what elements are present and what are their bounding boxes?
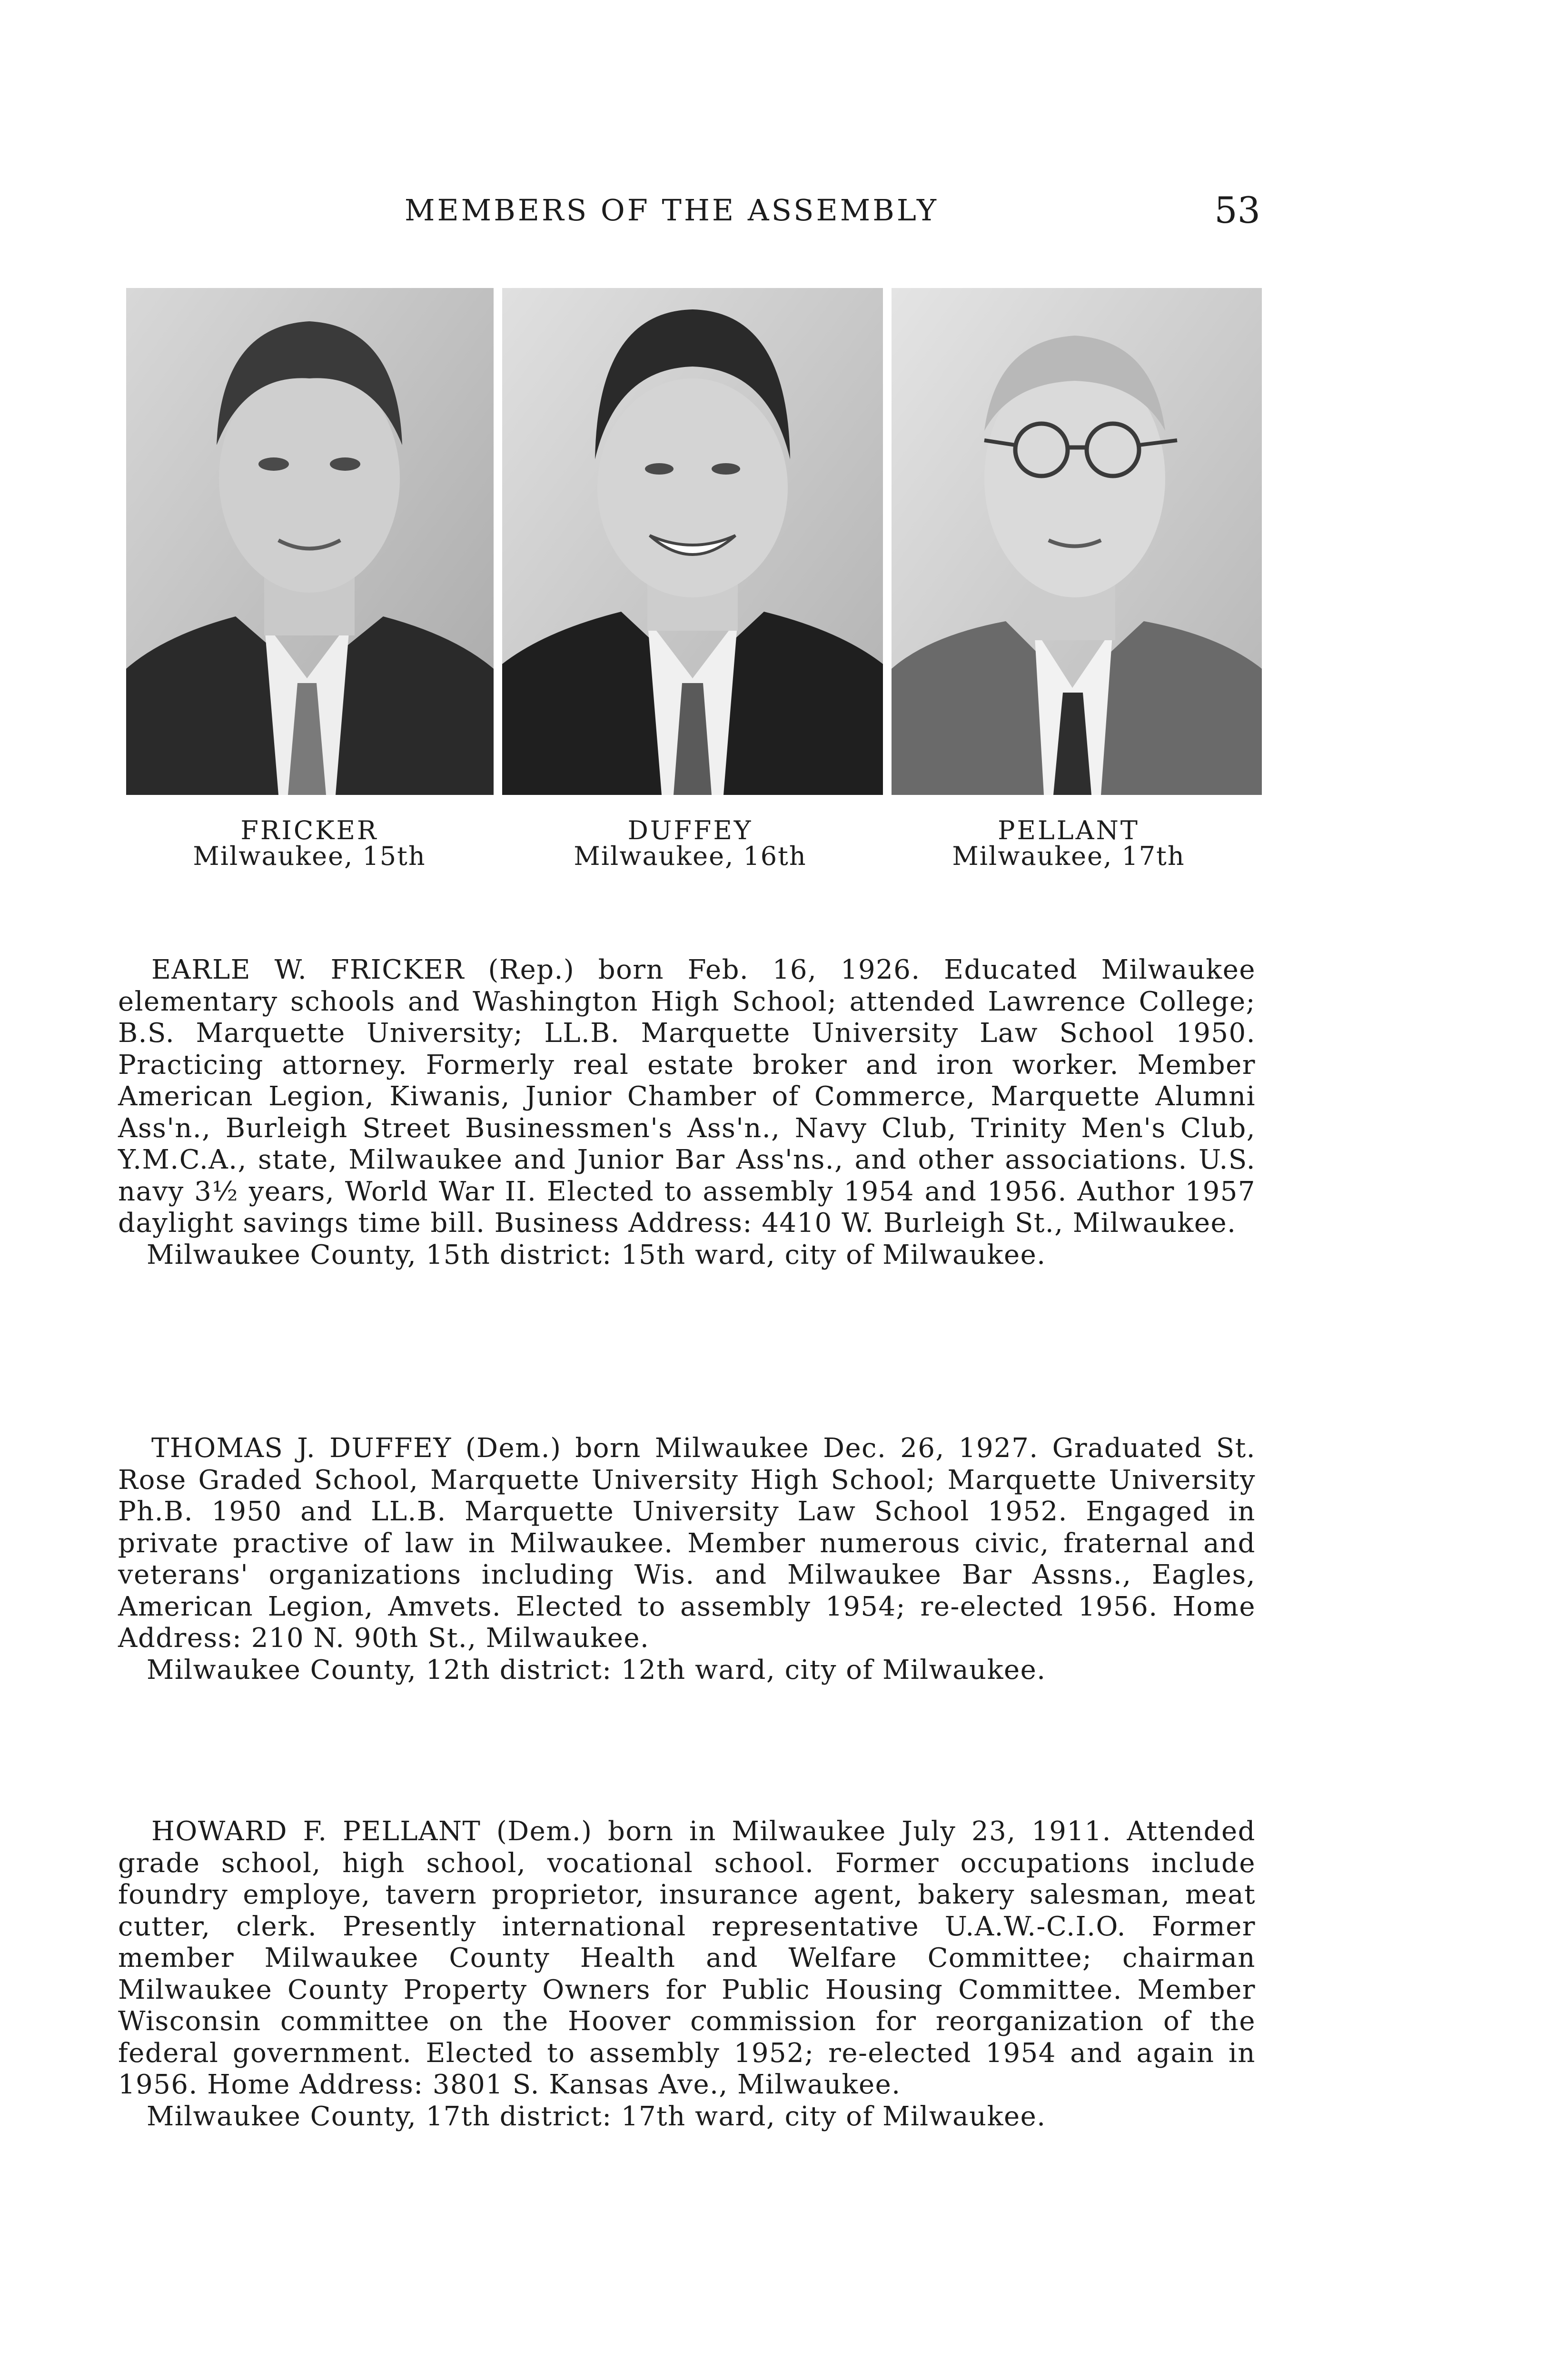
caption-name: DUFFEY <box>627 815 753 845</box>
running-head <box>0 187 1546 234</box>
portrait-duffey <box>502 288 883 795</box>
district-line: Milwaukee County, 17th district: 17th ward, city of Milwaukee. <box>147 2101 1046 2132</box>
bio-paragraph: THOMAS J. DUFFEY (Dem.) born Milwaukee Dec. 26, 1927. Graduated St. Rose Graded School, Marquette University High School; Marquette University Ph.B. 1950 and LL.B. Marquette University Law School 1952. Engaged in private practive of law in Milwaukee. Member numerous civic, fraternal and veterans' organizations including Wis. and Milwaukee Bar Assns., Eagles, American Legion, Amvets. Elected to assembly 1954; re-elected 1956. Home Address: 210 N. 90th St., Milwaukee. <box>118 1433 1256 1654</box>
caption-fricker <box>143 815 476 871</box>
portrait-fricker <box>126 288 494 795</box>
bio-pellant <box>118 1816 1256 2132</box>
caption-district: Milwaukee, 16th <box>574 841 807 871</box>
caption-pellant <box>902 815 1235 871</box>
caption-duffey <box>524 815 857 871</box>
bio-paragraph: EARLE W. FRICKER (Rep.) born Feb. 16, 1926. Educated Milwaukee elementary schools and Washington High School; attended Lawrence College; B.S. Marquette University; LL.B. Marquette University Law School 1950. Practicing attorney. Formerly real estate broker and iron worker. Member American Legion, Kiwanis, Junior Chamber of Commerce, Marquette Alumni Ass'n., Burleigh Street Businessmen's Ass'n., Navy Club, Trinity Men's Club, Y.M.C.A., state, Milwaukee and Junior Bar Ass'ns., and other associations. U.S. navy 3½ years, World War II. Elected to assembly 1954 and 1956. Author 1957 daylight savings time bill. Business Address: 4410 W. Burleigh St., Milwaukee. <box>118 954 1256 1239</box>
caption-name: FRICKER <box>240 815 378 845</box>
caption-name: PELLANT <box>998 815 1140 845</box>
running-title: MEMBERS OF THE ASSEMBLY <box>405 193 939 228</box>
bio-fricker <box>118 954 1256 1271</box>
page-number: 53 <box>1214 189 1260 231</box>
portrait-pellant <box>892 288 1262 795</box>
bio-duffey <box>118 1433 1256 1686</box>
portrait-row <box>126 288 1262 795</box>
caption-district: Milwaukee, 17th <box>952 841 1185 871</box>
district-line: Milwaukee County, 12th district: 12th ward, city of Milwaukee. <box>147 1654 1046 1686</box>
bio-paragraph: HOWARD F. PELLANT (Dem.) born in Milwaukee July 23, 1911. Attended grade school, high school, vocational school. Former occupations include foundry employe, tavern proprietor, insurance agent, bakery salesman, meat cutter, clerk. Presently international representative U.A.W.-C.I.O. Former member Milwaukee County Health and Welfare Committee; chairman Milwaukee County Property Owners for Public Housing Committee. Member Wisconsin committee on the Hoover commission for reorganization of the federal government. Elected to assembly 1952; re-elected 1954 and again in 1956. Home Address: 3801 S. Kansas Ave., Milwaukee. <box>118 1816 1256 2100</box>
caption-district: Milwaukee, 15th <box>193 841 426 871</box>
district-line: Milwaukee County, 15th district: 15th ward, city of Milwaukee. <box>147 1239 1046 1270</box>
